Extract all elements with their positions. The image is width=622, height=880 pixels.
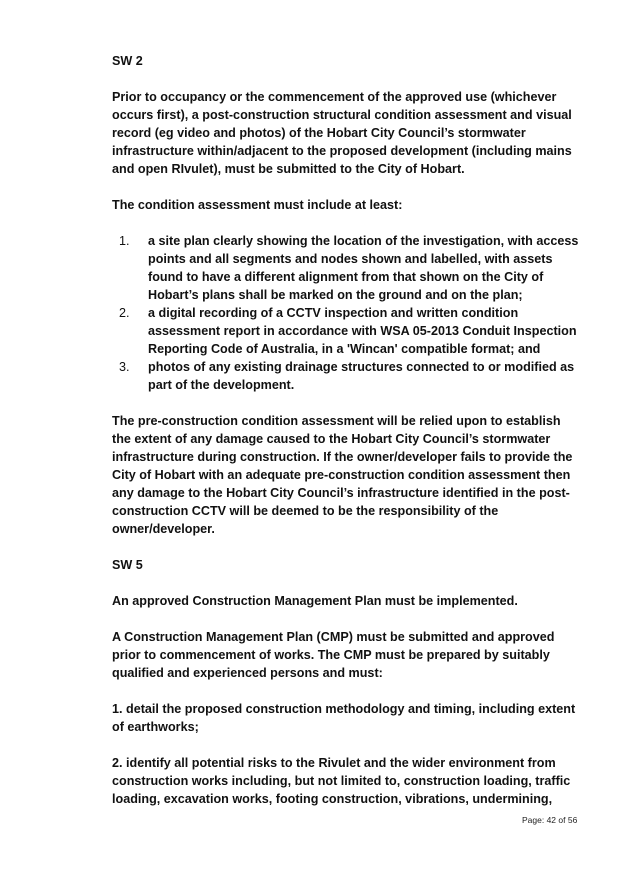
list-item <box>112 304 582 358</box>
list-item-text: a site plan clearly showing the location of the investigation, with access points and all segments and nodes shown and labelled, with assets found to have a different alignment from that shown on the City of Hobart’s plans shall be marked on the ground and on the plan; <box>148 234 579 302</box>
list-item <box>112 232 582 304</box>
section-heading-sw2: SW 2 <box>112 54 143 68</box>
sw2-paragraph-reliance: The pre-construction condition assessment will be relied upon to establish the extent of any damage caused to the Hobart City Council’s stormwater infrastructure during construction. If the owner/developer fails to provide the City of Hobart with an adequate pre-construction condition assessment then any damage to the Hobart City Council’s infrastructure identified in the post-construction CCTV will be deemed to be the responsibility of the owner/developer. <box>112 414 573 536</box>
sw2-assessment-list <box>112 232 582 394</box>
page-number-footer: Page: 42 of 56 <box>522 815 578 825</box>
sw5-paragraph-item-1: 1. detail the proposed construction methodology and timing, including extent of earthworks; <box>112 702 576 734</box>
list-item <box>112 358 582 394</box>
list-item-text: a digital recording of a CCTV inspection and written condition assessment report in accordance with WSA 05-2013 Conduit Inspection Reporting Code of Australia, in a 'Wincan' compatible format; and <box>148 306 577 356</box>
sw2-paragraph-assessment-intro: The condition assessment must include at least: <box>112 198 403 212</box>
list-item-number: 2. <box>119 306 130 320</box>
sw5-paragraph-item-2: 2. identify all potential risks to the Rivulet and the wider environment from construction works including, but not limited to, construction loading, traffic loading, excavation works, footing construction, vibrations, undermining, <box>112 756 571 806</box>
list-item-number: 1. <box>119 234 130 248</box>
document-page <box>112 52 582 826</box>
list-item-number: 3. <box>119 360 130 374</box>
sw5-paragraph-cmp: A Construction Management Plan (CMP) must be submitted and approved prior to commencement of works. The CMP must be prepared by suitably qualified and experienced persons and must: <box>112 630 555 680</box>
section-heading-sw5: SW 5 <box>112 558 143 572</box>
list-item-text: photos of any existing drainage structures connected to or modified as part of the development. <box>148 360 575 392</box>
sw5-paragraph-implemented: An approved Construction Management Plan must be implemented. <box>112 594 518 608</box>
sw2-paragraph-occupancy: Prior to occupancy or the commencement of the approved use (whichever occurs first), a post-construction structural condition assessment and visual record (eg video and photos) of the Hobart City Council’s stormwater infrastructure within/adjacent to the proposed development (including mains and open RIvulet), must be submitted to the City of Hobart. <box>112 90 572 176</box>
